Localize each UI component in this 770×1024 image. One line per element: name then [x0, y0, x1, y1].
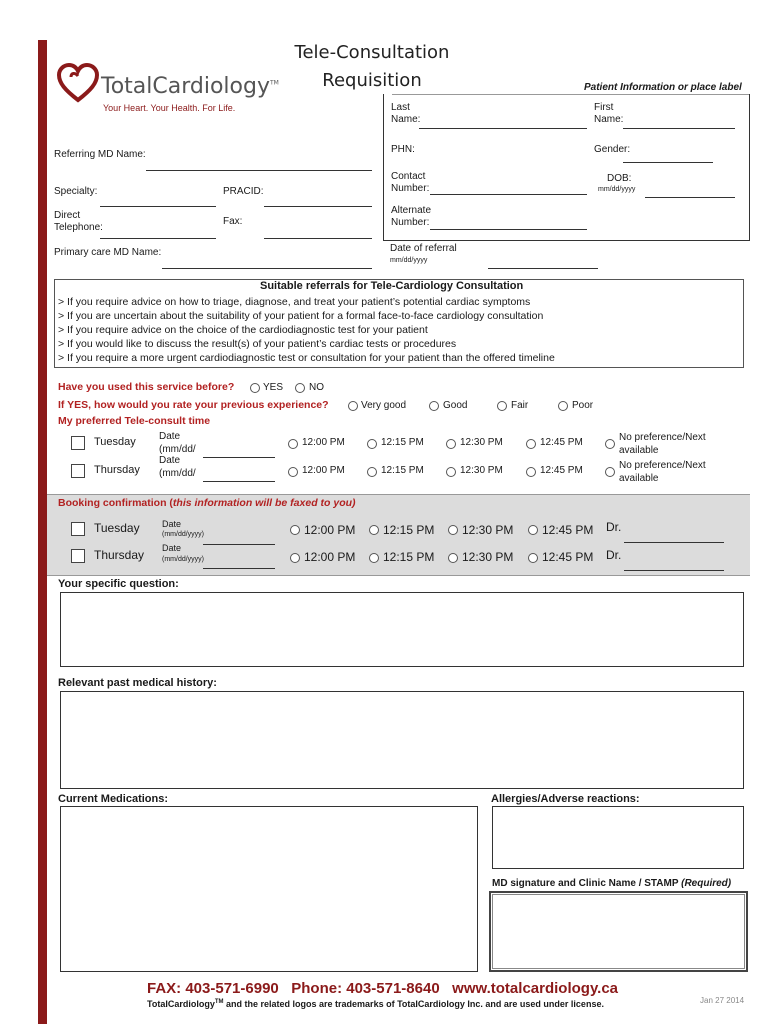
footer-contact: FAX: 403-571-6990 Phone: 403-571-8640 www.totalcardiology.ca — [147, 980, 619, 997]
booking-thursday-date-field[interactable] — [203, 568, 275, 569]
preferred-tue-no-pref-radio[interactable] — [605, 439, 615, 449]
direct-telephone-field[interactable] — [100, 238, 216, 239]
booking-thursday-label: Thursday — [94, 548, 145, 562]
no-preference-label: No preference/Next — [619, 460, 706, 471]
direct-telephone-label: Direct Telephone: — [54, 210, 103, 233]
preferred-tue-1200-radio[interactable] — [288, 439, 298, 449]
contact-number-label: Contact Number: — [391, 171, 430, 194]
medical-history-label: Relevant past medical history: — [58, 677, 217, 689]
dob-format-hint: mm/dd/yyyy — [598, 186, 636, 193]
no-radio[interactable] — [295, 383, 305, 393]
booking-tue-1245-radio[interactable] — [528, 525, 538, 535]
dob-field[interactable] — [645, 197, 735, 198]
rating-very-good-label: Very good — [361, 400, 407, 411]
time-label: 12:15 PM — [381, 437, 424, 448]
phn-label: PHN: — [391, 144, 415, 155]
medications-textarea[interactable] — [60, 806, 478, 972]
preferred-thu-1215-radio[interactable] — [367, 467, 377, 477]
time-label: 12:00 PM — [302, 465, 345, 476]
date-of-referral-label: Date of referral — [390, 243, 457, 254]
booking-thu-1200-radio[interactable] — [290, 553, 300, 563]
preferred-date-label: Date — [159, 455, 181, 466]
time-label: 12:45 PM — [542, 550, 594, 564]
booking-dr-label: Dr. — [606, 520, 622, 534]
preferred-thu-1200-radio[interactable] — [288, 467, 298, 477]
last-name-field[interactable] — [419, 128, 587, 129]
preferred-thu-1230-radio[interactable] — [446, 467, 456, 477]
preferred-date-label: Date — [159, 431, 181, 442]
pracid-field[interactable] — [264, 206, 372, 207]
time-label: 12:45 PM — [540, 437, 583, 448]
footer-date: Jan 27 2014 — [700, 996, 745, 1005]
preferred-time-heading: My preferred Tele-consult time — [58, 415, 211, 427]
time-label: 12:30 PM — [462, 523, 514, 537]
alternate-number-field[interactable] — [430, 229, 587, 230]
patient-info-box — [383, 94, 750, 241]
fax-field[interactable] — [264, 238, 372, 239]
booking-thu-1245-radio[interactable] — [528, 553, 538, 563]
booking-thu-1230-radio[interactable] — [448, 553, 458, 563]
specific-question-textarea[interactable] — [60, 592, 744, 667]
primary-care-md-label: Primary care MD Name: — [54, 247, 162, 258]
preferred-tue-1230-radio[interactable] — [446, 439, 456, 449]
signature-label: MD signature and Clinic Name / STAMP (Required) — [492, 878, 732, 889]
time-label: 12:45 PM — [540, 465, 583, 476]
referrals-heading: Suitable referrals for Tele-Cardiology Consultation — [260, 280, 524, 292]
time-label: 12:30 PM — [462, 550, 514, 564]
referral-item: > If you require a more urgent cardiodiagnostic test or consultation for your patient than the offered timeline — [58, 352, 555, 364]
time-label: 12:15 PM — [383, 523, 435, 537]
rating-very-good-radio[interactable] — [348, 401, 358, 411]
rate-experience-question: If YES, how would you rate your previous experience? — [58, 399, 329, 411]
booking-tue-1215-radio[interactable] — [369, 525, 379, 535]
pracid-label: PRACID: — [223, 186, 264, 197]
no-label: NO — [309, 382, 324, 393]
medications-label: Current Medications: — [58, 793, 169, 805]
specific-question-label: Your specific question: — [58, 578, 179, 590]
rating-poor-label: Poor — [572, 400, 594, 411]
booking-heading: Booking confirmation (this information will be faxed to you) — [58, 497, 356, 509]
preferred-thursday-label: Thursday — [94, 464, 140, 476]
preferred-date-format: (mm/dd/ — [159, 444, 196, 455]
time-label: 12:15 PM — [381, 465, 424, 476]
booking-thursday-checkbox[interactable] — [71, 549, 85, 563]
gender-label: Gender: — [594, 144, 631, 155]
time-label: 12:15 PM — [383, 550, 435, 564]
specialty-label: Specialty: — [54, 186, 98, 197]
booking-date-label: Date — [162, 519, 182, 529]
logo-wordmark: TotalCardiology™ — [101, 74, 279, 99]
no-preference-label-2: available — [619, 473, 659, 484]
booking-date-label: Date — [162, 543, 182, 553]
booking-tuesday-checkbox[interactable] — [71, 522, 85, 536]
contact-number-field[interactable] — [430, 194, 587, 195]
referral-item: > If you require advice on the choice of the cardiodiagnostic test for your patient — [58, 324, 428, 336]
referral-item: > If you are uncertain about the suitability of your patient for a formal face-to-face cardiology consultation — [58, 310, 544, 322]
last-name-label: Last Name: — [391, 102, 421, 125]
yes-radio[interactable] — [250, 383, 260, 393]
rating-good-radio[interactable] — [429, 401, 439, 411]
rating-fair-label: Fair — [511, 400, 529, 411]
brand-sidebar-bar — [38, 40, 47, 1024]
booking-thursday-dr-field[interactable] — [624, 570, 724, 571]
first-name-field[interactable] — [623, 128, 735, 129]
preferred-tue-1215-radio[interactable] — [367, 439, 377, 449]
time-label: 12:30 PM — [460, 465, 503, 476]
preferred-thursday-date-field[interactable] — [203, 481, 275, 482]
booking-tuesday-date-field[interactable] — [203, 544, 275, 545]
specialty-field[interactable] — [100, 206, 216, 207]
booking-thu-1215-radio[interactable] — [369, 553, 379, 563]
time-label: 12:00 PM — [304, 550, 356, 564]
fax-label: Fax: — [223, 216, 243, 227]
time-label: 12:00 PM — [304, 523, 356, 537]
preferred-thu-no-pref-radio[interactable] — [605, 467, 615, 477]
booking-tuesday-dr-field[interactable] — [624, 542, 724, 543]
referral-item: > If you would like to discuss the result(s) of your patient’s cardiac tests or procedures — [58, 338, 457, 350]
form-title-line1: Tele-Consultation — [294, 42, 450, 63]
no-preference-label: No preference/Next — [619, 432, 706, 443]
referral-item: > If you require advice on how to triage, diagnose, and treat your patient’s potential cardiac symptoms — [58, 296, 531, 308]
used-before-question: Have you used this service before? — [58, 381, 235, 393]
form-title-line2: Requisition — [322, 70, 422, 91]
time-label: 12:30 PM — [460, 437, 503, 448]
referring-md-field[interactable] — [146, 170, 372, 171]
medical-history-textarea[interactable] — [60, 691, 744, 789]
referrals-list — [58, 295, 740, 365]
preferred-thu-1245-radio[interactable] — [526, 467, 536, 477]
rating-poor-radio[interactable] — [558, 401, 568, 411]
preferred-tuesday-checkbox[interactable] — [71, 436, 85, 450]
signature-inner-box — [492, 894, 745, 969]
booking-tue-1200-radio[interactable] — [290, 525, 300, 535]
allergies-label: Allergies/Adverse reactions: — [491, 793, 640, 805]
booking-date-format: (mm/dd/yyyy) — [162, 556, 204, 563]
rating-good-label: Good — [443, 400, 468, 411]
date-of-referral-field[interactable] — [488, 268, 598, 269]
first-name-label: First Name: — [594, 102, 624, 125]
no-preference-label-2: available — [619, 445, 659, 456]
booking-tuesday-label: Tuesday — [94, 521, 140, 535]
footer-trademark: TotalCardiology™ and the related logos are trademarks of TotalCardiology Inc. and are used under license. — [147, 999, 604, 1009]
tagline: Your Heart. Your Health. For Life. — [103, 103, 236, 113]
referring-md-label: Referring MD Name: — [54, 149, 146, 160]
primary-care-md-field[interactable] — [162, 268, 372, 269]
time-label: 12:00 PM — [302, 437, 345, 448]
patient-info-heading: Patient Information or place label — [584, 82, 742, 93]
dob-label: DOB: — [607, 173, 632, 184]
rating-fair-radio[interactable] — [497, 401, 507, 411]
booking-tue-1230-radio[interactable] — [448, 525, 458, 535]
preferred-date-format: (mm/dd/ — [159, 468, 196, 479]
gender-field[interactable] — [623, 162, 713, 163]
heart-logo-icon — [57, 63, 99, 103]
allergies-textarea[interactable] — [492, 806, 744, 869]
preferred-tuesday-label: Tuesday — [94, 436, 136, 448]
booking-date-format: (mm/dd/yyyy) — [162, 531, 204, 538]
time-label: 12:45 PM — [542, 523, 594, 537]
preferred-thursday-checkbox[interactable] — [71, 464, 85, 478]
alternate-number-label: Alternate Number: — [391, 205, 432, 228]
booking-dr-label: Dr. — [606, 548, 622, 562]
referral-date-format-hint: mm/dd/yyyy — [390, 257, 428, 264]
yes-label: YES — [263, 382, 284, 393]
preferred-tuesday-date-field[interactable] — [203, 457, 275, 458]
preferred-tue-1245-radio[interactable] — [526, 439, 536, 449]
